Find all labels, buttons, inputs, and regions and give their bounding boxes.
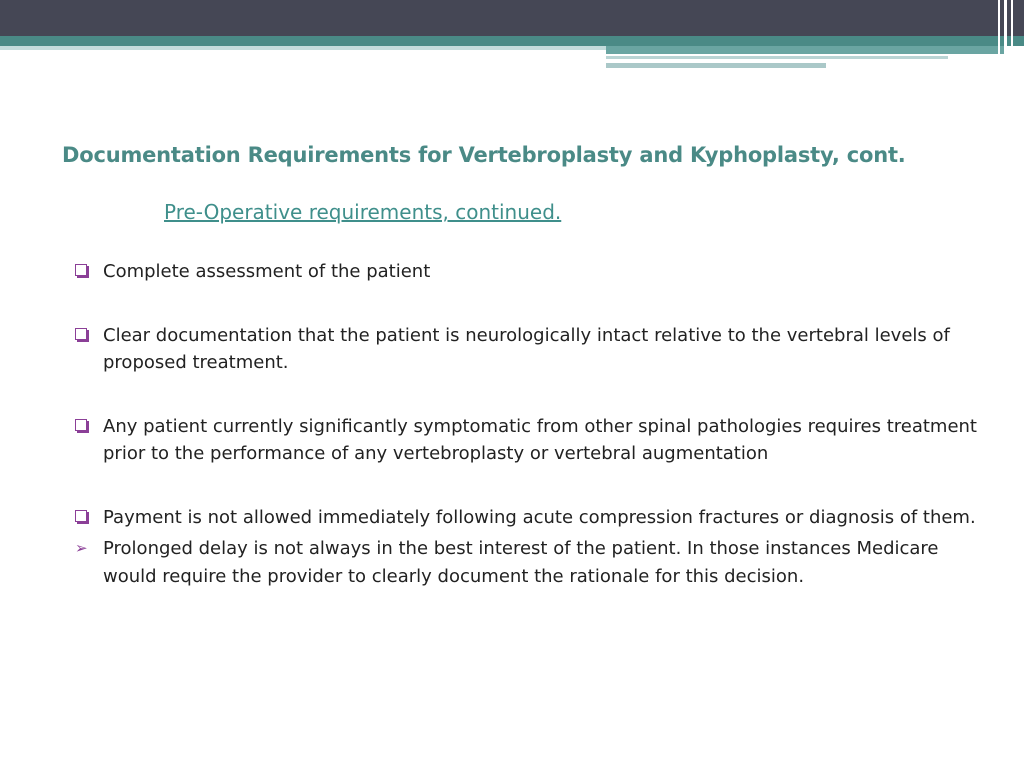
checkbox-bullet-icon xyxy=(75,328,87,340)
bullet-item xyxy=(74,535,994,590)
bullet-item xyxy=(74,322,994,377)
checkbox-bullet-icon xyxy=(75,264,87,276)
header-dark-bar xyxy=(0,0,1024,36)
header-vertical-stripes xyxy=(994,0,1024,70)
arrow-bullet-icon: ➢ xyxy=(75,539,88,557)
bullet-item xyxy=(74,504,994,532)
stripe xyxy=(998,0,1000,70)
header-accent-line xyxy=(606,56,948,59)
header-teal-accent xyxy=(606,46,1006,54)
bullet-text: Any patient currently significantly symptomatic from other spinal pathologies requires treatment prior to the performance of any vertebroplasty or vertebral augmentation xyxy=(103,415,977,464)
bullet-text: Complete assessment of the patient xyxy=(103,261,431,282)
bullet-text: Clear documentation that the patient is neurologically intact relative to the vertebral levels of proposed treatment. xyxy=(103,324,950,373)
header-teal-bar xyxy=(0,36,1024,46)
checkbox-bullet-icon xyxy=(75,419,87,431)
stripe xyxy=(1004,0,1007,70)
bullet-text: Prolonged delay is not always in the best interest of the patient. In those instances Medicare would require the provider to clearly document the rationale for this decision. xyxy=(103,538,939,587)
bullet-list xyxy=(74,258,994,590)
header-accent-line xyxy=(606,63,826,68)
header-pale-bar xyxy=(0,46,606,50)
bullet-item xyxy=(74,258,994,286)
slide-subtitle: Pre-Operative requirements, continued. xyxy=(164,200,562,224)
checkbox-bullet-icon xyxy=(75,510,87,522)
bullet-text: Payment is not allowed immediately following acute compression fractures or diagnosis of them. xyxy=(103,506,976,528)
stripe xyxy=(1011,0,1013,70)
slide-title: Documentation Requirements for Vertebroplasty and Kyphoplasty, cont. xyxy=(62,143,906,167)
bullet-item xyxy=(74,413,994,468)
